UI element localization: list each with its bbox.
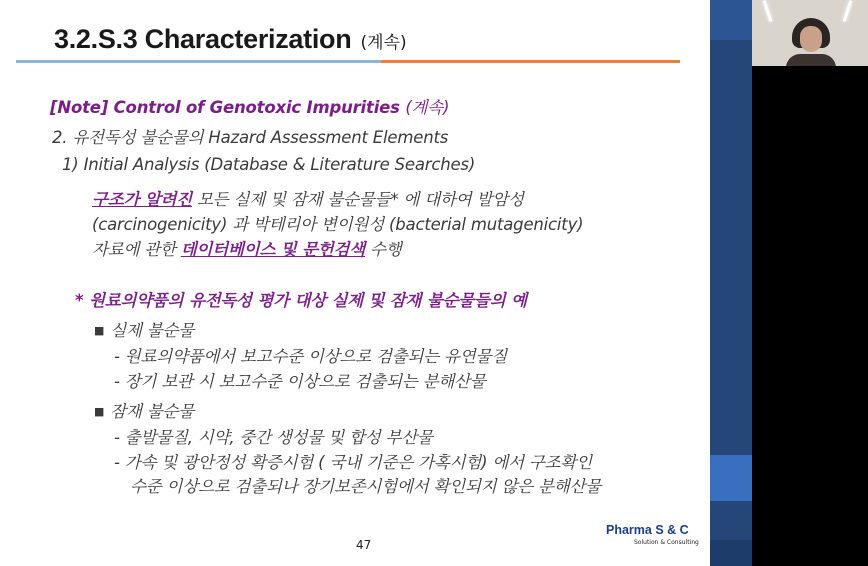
slide-title-text: 3.2.S.3 Characterization [54,24,352,54]
dash-item-4-continued: 수준 이상으로 검출되나 장기보존시험에서 확인되지 않은 분해산물 [130,477,601,496]
side-band-segment [710,540,752,566]
note-heading-suffix: (계속) [405,98,450,117]
slide-title-suffix: (계속) [360,33,407,53]
section-heading: 2. 유전독성 불순물의 Hazard Assessment Elements [52,128,449,147]
person-face [800,26,822,52]
body-line-3 [92,236,402,260]
note-heading [50,94,449,118]
bullet-potential-impurities [94,398,194,422]
bullet-square-icon: ■ [94,324,105,337]
body-line-3-start: 자료에 관한 [92,240,181,259]
dash-item-4: - 가속 및 광안정성 확증시험 ( 국내 기준은 가혹시험) 에서 구조확인 [114,453,592,472]
dash-item-1: - 원료의약품에서 보고수준 이상으로 검출되는 유연물질 [114,347,507,366]
dash-item-3: - 출발물질, 시약, 중간 생성물 및 합성 부산물 [114,428,433,447]
brand-tagline: Solution & Consulting [634,539,699,546]
subsection-heading: 1) Initial Analysis (Database & Literature Searches) [62,155,476,174]
side-band-segment [710,0,752,40]
webcam-feed[interactable] [752,0,868,66]
body-line-1-rest: 모든 실제 및 잠재 불순물들* 에 대하여 발암성 [191,190,524,209]
slide-title [54,24,407,55]
emphasis-database-search: 데이터베이스 및 문헌검색 [180,240,366,259]
title-rule-blue [16,60,381,63]
ceiling-light-icon [763,0,773,22]
bullet-potential-label: 잠재 불순물 [110,402,194,421]
body-line-2: (carcinogenicity) 과 박테리아 변이원성 (bacterial mutagenicity) [92,215,584,234]
bullet-square-icon: ■ [94,405,105,418]
examples-heading: * 원료의약품의 유전독성 평가 대상 실제 및 잠재 불순물들의 예 [75,291,527,310]
page-number: 47 [356,538,372,552]
person-shoulders [786,54,836,66]
title-rule-orange [381,60,680,63]
side-band-segment [710,455,752,501]
slide-side-band [710,0,752,566]
brand-logo-text: Pharma S & C [606,523,689,537]
emphasis-known-structure: 구조가 알려진 [92,190,192,209]
participant-video-panel[interactable] [752,0,868,566]
dash-item-2: - 장기 보관 시 보고수준 이상으로 검출되는 분해산물 [114,372,486,391]
bullet-actual-impurities [94,317,194,341]
note-heading-text: [Note] Control of Genotoxic Impurities [50,98,400,117]
bullet-actual-label: 실제 불순물 [110,321,194,340]
body-line-3-end: 수행 [365,240,402,259]
ceiling-light-icon [843,0,853,22]
body-line-1 [92,186,524,210]
webcam-person-icon [792,18,830,66]
